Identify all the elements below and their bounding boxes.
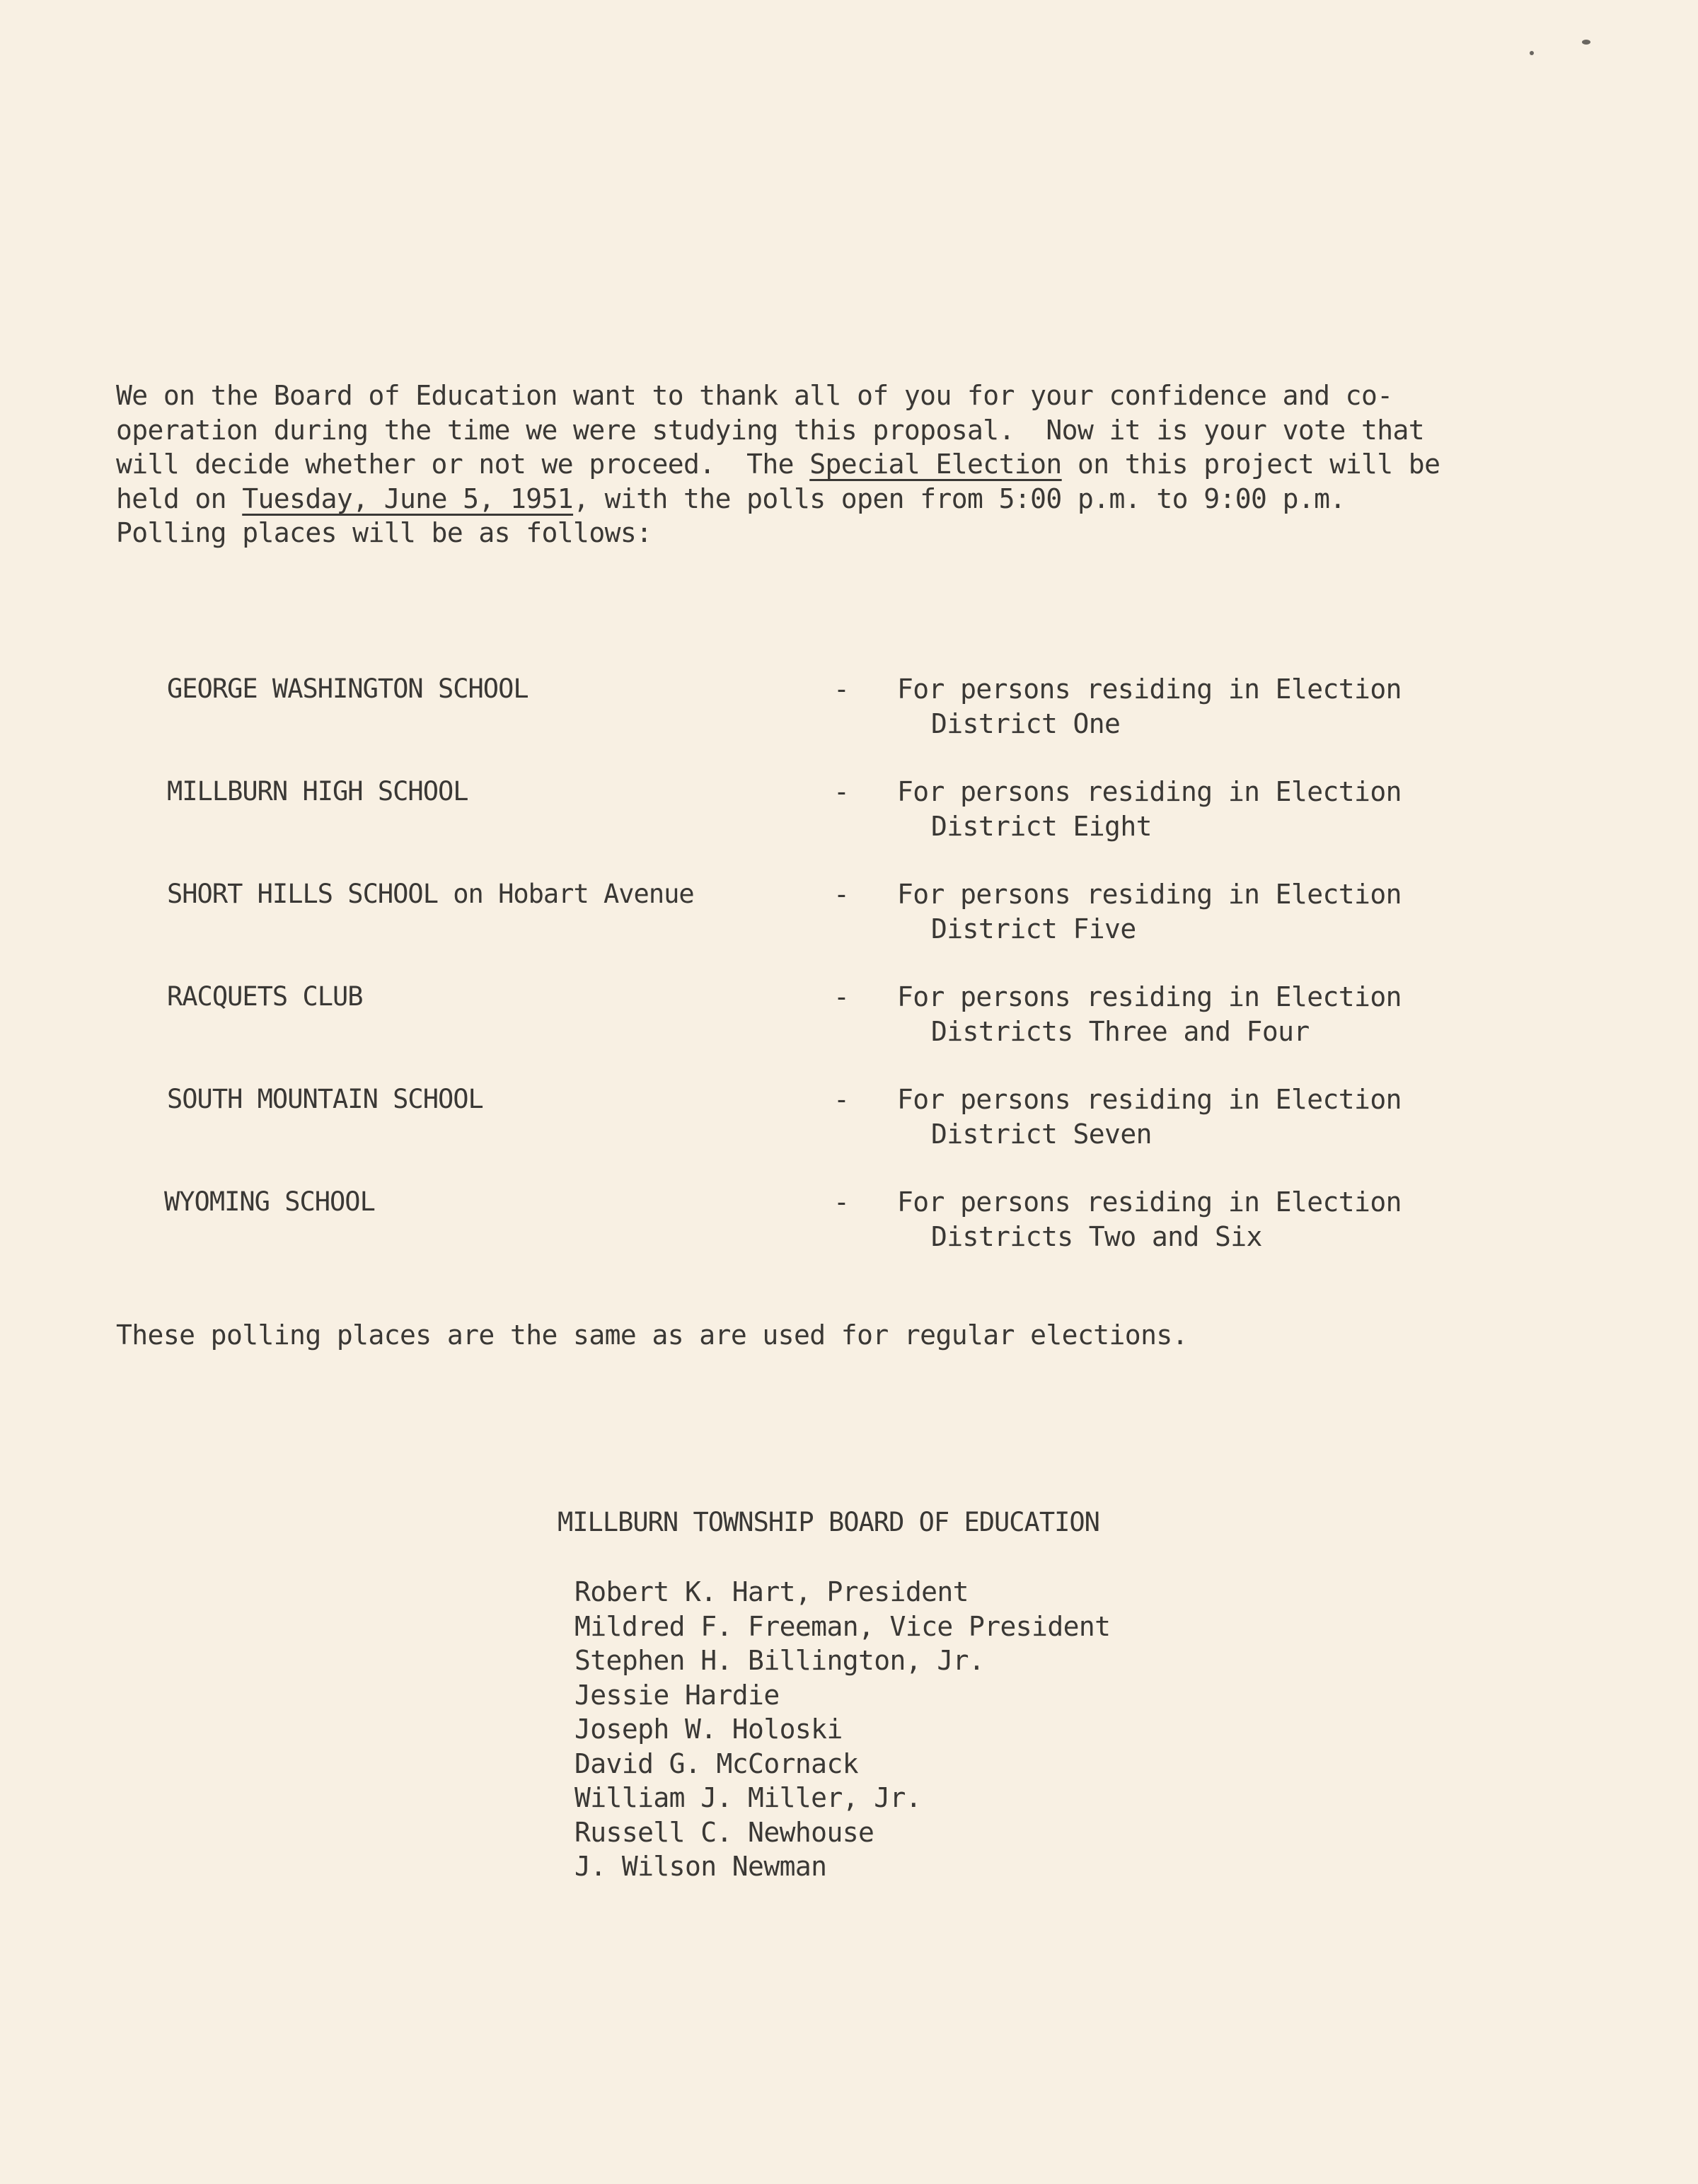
polling-place-name: GEORGE WASHINGTON SCHOOL (167, 674, 529, 704)
description-line: Districts Three and Four (931, 1015, 1310, 1047)
special-election-underlined: Special Election (809, 449, 1062, 480)
description-line: For persons residing in Election (897, 776, 1402, 807)
intro-line: Polling places will be as follows: (116, 517, 652, 548)
intro-paragraph (116, 379, 1440, 550)
paper-speck (1530, 51, 1534, 55)
polling-place-description (897, 672, 1402, 741)
intro-text: held on (116, 483, 243, 514)
intro-line: We on the Board of Education want to thank all of you for your confidence and co- (116, 380, 1393, 411)
board-member: Robert K. Hart, President (574, 1576, 969, 1607)
board-member: Jessie Hardie (574, 1679, 780, 1711)
election-date-underlined: Tuesday, June 5, 1951 (242, 483, 574, 514)
description-line: For persons residing in Election (897, 674, 1402, 705)
polling-place-description (897, 980, 1402, 1048)
polling-place-name: SHORT HILLS SCHOOL on Hobart Avenue (167, 879, 694, 909)
polling-place-dash: - (833, 879, 850, 910)
polling-place-dash: - (833, 674, 850, 705)
intro-text: on this project will be (1061, 449, 1440, 480)
polling-place-dash: - (833, 1084, 850, 1115)
polling-place-name: WYOMING SCHOOL (164, 1186, 375, 1217)
board-member: William J. Miller, Jr. (574, 1782, 922, 1813)
intro-text: , with the polls open from 5:00 p.m. to 9:00 p.m. (573, 483, 1346, 514)
polling-place-dash: - (833, 981, 850, 1012)
polling-place-name: RACQUETS CLUB (167, 981, 363, 1012)
description-line: District Five (931, 913, 1136, 944)
board-member: Joseph W. Holoski (574, 1714, 843, 1745)
description-line: District One (931, 707, 1121, 739)
polling-place-description (897, 1185, 1402, 1254)
intro-line (116, 482, 1440, 516)
polling-note: These polling places are the same as are used for regular elections. (116, 1319, 1188, 1351)
polling-place-dash: - (833, 776, 850, 807)
intro-text: will decide whether or not we proceed. The (116, 449, 810, 480)
board-member: Stephen H. Billington, Jr. (574, 1645, 985, 1676)
polling-place-dash: - (833, 1186, 850, 1218)
description-line: District Eight (931, 810, 1152, 842)
polling-place-name: MILLBURN HIGH SCHOOL (167, 776, 468, 807)
polling-place-description (897, 877, 1402, 946)
intro-line: operation during the time we were studying this proposal. Now it is your vote that (116, 414, 1425, 446)
board-member: J. Wilson Newman (574, 1851, 827, 1882)
polling-place-description (897, 1082, 1402, 1151)
description-line: Districts Two and Six (931, 1220, 1262, 1252)
board-member: David G. McCornack (574, 1747, 859, 1779)
polling-place-name: SOUTH MOUNTAIN SCHOOL (167, 1084, 483, 1114)
paper-speck (1582, 40, 1590, 45)
board-name: MILLBURN TOWNSHIP BOARD OF EDUCATION (558, 1507, 1099, 1537)
description-line: For persons residing in Election (897, 1084, 1402, 1115)
description-line: For persons residing in Election (897, 981, 1402, 1012)
description-line: For persons residing in Election (897, 1186, 1402, 1218)
board-member-list (574, 1575, 1110, 1884)
polling-place-description (897, 775, 1402, 843)
board-member: Mildred F. Freeman, Vice President (574, 1610, 1111, 1642)
board-member: Russell C. Newhouse (574, 1816, 874, 1848)
description-line: For persons residing in Election (897, 879, 1402, 910)
intro-line (116, 447, 1440, 482)
description-line: District Seven (931, 1118, 1152, 1150)
